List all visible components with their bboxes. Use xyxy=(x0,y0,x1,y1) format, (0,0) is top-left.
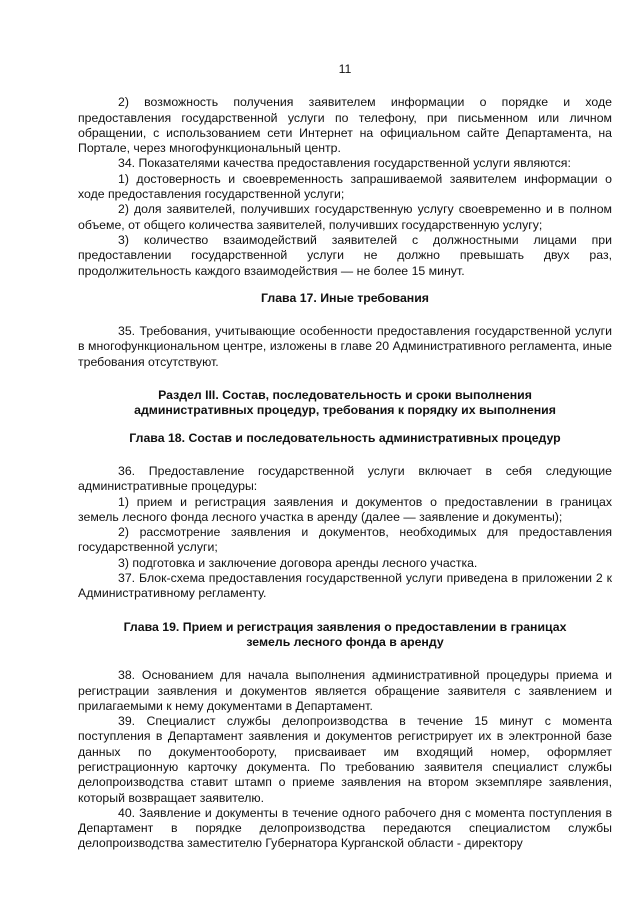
paragraph: 1) достоверность и своевременность запрашиваемой заявителем информации о ходе предоставления государственной услуги; xyxy=(78,171,612,202)
paragraph: 34. Показателями качества предоставления государственной услуги являются: xyxy=(118,156,571,171)
paragraph: 38. Основанием для начала выполнения административной процедуры приема и регистрации заявления и документов является обращение заявителя с заявлением и прилагаемыми к нему документами в Департамент. xyxy=(78,668,612,713)
paragraph: 1) прием и регистрация заявления и документов о предоставлении в границах земель лесного фонда лесного участка в аренду (далее — заявление и документы); xyxy=(78,494,612,524)
paragraph: 35. Требования, учитывающие особенности предоставления государственной услуги в многофункциональном центре, изложены в главе 20 Административного регламента, иные требования отсутствуют. xyxy=(78,324,612,369)
paragraph: 2) возможность получения заявителем информации о порядке и ходе предоставления государственной услуги по телефону, при письменном или личном обращении, с использованием сети Интернет на официальном сайте Департамента, на Портале, через многофункциональный центр. xyxy=(78,95,612,156)
document-page xyxy=(78,62,612,852)
paragraph: 2) доля заявителей, получивших государственную услугу своевременно и в полном объеме, от общего количества заявителей, получивших государственную услугу; xyxy=(78,202,612,232)
paragraph: 2) рассмотрение заявления и документов, необходимых для предоставления государственной услуги; xyxy=(78,525,612,555)
paragraph: 3) количество взаимодействий заявителей с должностными лицами при предоставлении государственной услуги не должно превышать двух раз, продолжительность каждого взаимодействия — не более 15 минут. xyxy=(78,232,612,278)
paragraph: 36. Предоставление государственной услуги включает в себя следующие административные процедуры: xyxy=(78,463,612,494)
paragraph: 3) подготовка и заключение договора аренды лесного участка. xyxy=(118,555,478,570)
section-heading: Раздел III. Состав, последовательность и сроки выполнения административных процедур, требования к порядку их выполнения xyxy=(134,388,556,418)
paragraph: 39. Специалист службы делопроизводства в течение 15 минут с момента поступления в Департамент заявления и документов регистрирует их в электронной базе данных по документообороту, присваивает им входящий номер, оформляет регистрационную карточку документа. По требованию заявителя специалист службы делопроизводства ставит штамп о приеме заявления на втором экземпляре заявления, который возвращает заявителю. xyxy=(78,714,612,805)
chapter-heading: Глава 19. Прием и регистрация заявления о предоставлении в границах земель лесного фонда в аренду xyxy=(123,619,567,649)
chapter-heading: Глава 17. Иные требования xyxy=(261,290,429,305)
chapter-heading: Глава 18. Состав и последовательность административных процедур xyxy=(129,430,561,445)
page-number: 11 xyxy=(338,62,352,76)
paragraph: 40. Заявление и документы в течение одного рабочего дня с момента поступления в Департамент в порядке делопроизводства передаются специалистом службы делопроизводства заместителю Губернатора Курганской области - директору xyxy=(78,805,612,851)
paragraph: 37. Блок-схема предоставления государственной услуги приведена в приложении 2 к Административному регламенту. xyxy=(78,571,612,601)
